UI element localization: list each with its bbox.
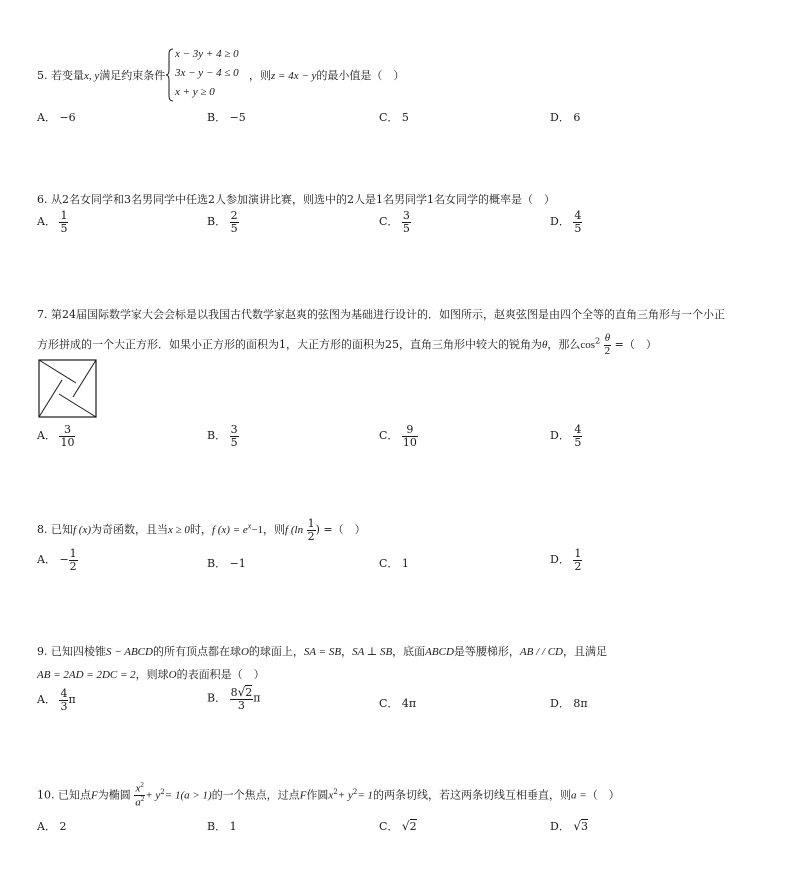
q10-option-a[interactable] — [37, 818, 66, 834]
q8-t2: 时， — [189, 523, 212, 537]
option-label: B． — [207, 820, 227, 833]
fraction — [230, 210, 239, 234]
option-value: 4π — [401, 697, 417, 710]
q9-line2a: AB = 2AD = 2DC = 2 — [37, 669, 136, 681]
fraction — [69, 548, 78, 572]
q10-t4: 的两条切线，若这两条切线互相垂直，则 — [373, 788, 571, 802]
option-label: C． — [379, 111, 399, 124]
q7-sup: 2 — [595, 336, 601, 346]
q7-stem-line1: 7. 第24届国际数学家大会会标是以我国古代数学家赵爽的弦图为基础进行设计的．如图所示，赵爽弦图是由四个全等的直角三角形与一个小正 — [37, 308, 725, 321]
q8-option-b[interactable] — [207, 555, 246, 571]
q10-circ3: = 1 — [357, 789, 373, 802]
q5-lead: 5. 若变量 — [37, 69, 84, 82]
q5-tail — [249, 67, 404, 83]
q7-line2b: ，那么 — [547, 338, 581, 352]
option-label: C． — [379, 429, 399, 443]
option-label: B． — [207, 691, 227, 705]
denominator: 3 — [237, 698, 245, 712]
q8-t3: ，则 — [263, 523, 286, 537]
q7-cos: cos — [580, 339, 596, 352]
option-value: 5 — [401, 111, 409, 124]
q9-line1d: ，底面 — [392, 645, 426, 658]
option-label: A． — [37, 429, 56, 443]
option-label: A． — [37, 820, 56, 833]
q5-option-b[interactable] — [207, 109, 246, 125]
q10-t2: 的一个焦点，过点 — [211, 788, 300, 802]
q5-constraints — [175, 45, 239, 102]
option-value: 1 — [229, 820, 237, 833]
q9-pyramid: S − ABCD — [106, 646, 153, 658]
q5-expr: z = 4x − y — [271, 70, 317, 82]
q9-stem-line2 — [37, 666, 265, 682]
q8-lead: 8. 已知 — [37, 523, 73, 537]
fraction — [402, 210, 411, 234]
fraction — [402, 424, 418, 448]
q6-option-b[interactable] — [207, 210, 239, 234]
radicand: 2 — [409, 820, 417, 833]
q5-constraint-1: x − 3y + 4 ≥ 0 — [175, 48, 239, 60]
radicand: 2 — [245, 686, 253, 699]
coefficient: 8 — [230, 686, 238, 699]
sup: 2 — [140, 795, 145, 804]
q10-eq: = 1(a > 1) — [164, 789, 212, 802]
option-label: B． — [207, 111, 227, 124]
q9-line2c: 的表面积是（ ） — [176, 668, 265, 681]
q10-ysup: 2 — [160, 788, 165, 797]
option-value: −1 — [229, 557, 246, 570]
q7-option-b[interactable] — [207, 424, 239, 448]
q7-theta: θ — [542, 339, 548, 352]
q5-tail1: ，则 — [249, 69, 271, 82]
q10-option-d[interactable] — [550, 818, 588, 834]
option-value: −6 — [59, 111, 76, 124]
numerator: 3 — [230, 423, 238, 436]
denominator: 5 — [60, 221, 68, 235]
option-label: A． — [37, 215, 56, 229]
q9-sep: ， — [341, 645, 353, 658]
denominator: 5 — [230, 435, 238, 449]
q5-stem — [37, 67, 165, 83]
option-label: B． — [207, 557, 227, 570]
zhao-shuang-diagram — [38, 359, 98, 419]
q9-eq2: SA ⊥ SB — [352, 646, 393, 658]
x: x — [135, 782, 141, 795]
q10-t3: 作圆 — [306, 788, 329, 802]
q8-def: f (x) = e — [211, 524, 248, 537]
numerator: 1 — [574, 547, 582, 560]
q10-t1: 为椭圆 — [97, 788, 131, 802]
q9-option-a[interactable] — [37, 688, 76, 712]
option-sign: − — [59, 553, 69, 567]
sqrt-sign: √ — [237, 685, 246, 699]
q9-line1f: ，且满足 — [563, 645, 607, 658]
denominator: 3 — [60, 699, 68, 713]
fraction — [573, 548, 582, 572]
option-label: C． — [379, 215, 399, 229]
q7-option-d[interactable] — [550, 424, 582, 448]
option-label: D． — [550, 553, 570, 567]
a: a — [135, 796, 141, 809]
option-label: A． — [37, 111, 56, 124]
sup: 2 — [140, 781, 144, 789]
q5-option-c[interactable] — [379, 109, 409, 125]
numerator: 1 — [307, 517, 315, 530]
q10-focus: F — [91, 789, 98, 802]
q10-stem — [37, 782, 620, 809]
option-label: C． — [379, 697, 399, 710]
q9-line1b: 的所有顶点都在球 — [152, 645, 241, 658]
q7-option-c[interactable] — [379, 424, 418, 448]
numerator: 9 — [402, 424, 418, 437]
fraction — [230, 686, 254, 711]
q9-line1a: 9. 已知四棱锥 — [37, 645, 106, 658]
q10-lead: 10. 已知点 — [37, 788, 91, 802]
q8-option-c[interactable] — [379, 555, 409, 571]
q10-circ-sup1: 2 — [333, 788, 338, 797]
option-value: −5 — [229, 111, 246, 124]
q5-option-a[interactable] — [37, 109, 76, 125]
q5-brace — [166, 48, 174, 102]
q5-tail2: 的最小值是（ ） — [316, 69, 405, 82]
q8-option-d[interactable] — [550, 548, 582, 572]
q7-line2c: =（ ） — [614, 338, 657, 352]
option-label: C． — [379, 820, 399, 833]
q9-option-d[interactable] — [550, 695, 588, 711]
q7-line2a: 方形拼成的一个大正方形．如果小正方形的面积为1，大正方形的面积为25，直角三角形中较大的锐角为 — [37, 338, 542, 352]
q8-option-a[interactable] — [37, 548, 78, 572]
numerator: 3 — [59, 424, 75, 437]
pi: π — [253, 691, 261, 705]
denominator: 5 — [230, 221, 238, 235]
option-label: B． — [207, 215, 227, 229]
q7-option-a[interactable] — [37, 424, 75, 448]
fraction — [573, 424, 582, 448]
option-label: D． — [550, 111, 570, 124]
q5-vars: x, y — [84, 70, 100, 82]
option-label: C． — [379, 557, 399, 570]
numerator: 4 — [574, 209, 582, 222]
denominator: 2 — [574, 559, 582, 573]
q9-line1c: 的球面上， — [248, 645, 304, 658]
q9-option-b[interactable] — [207, 686, 260, 711]
q10-circ-sup2: 2 — [352, 788, 358, 797]
q10-focus2: F — [299, 789, 307, 802]
denominator: 2 — [69, 559, 77, 573]
fraction — [59, 210, 68, 234]
option-value: 1 — [401, 557, 409, 570]
q9-parallel: AB / / CD — [519, 646, 563, 658]
q10-plus: + y — [145, 789, 161, 802]
q5-mid: 满足约束条件 — [99, 69, 166, 82]
denominator: 2 — [307, 529, 315, 543]
q8-call: f (ln — [285, 524, 304, 537]
option-label: D． — [550, 820, 570, 833]
denominator: 2 — [604, 344, 611, 357]
q5-constraint-2: 3x − y − 4 ≤ 0 — [175, 67, 239, 79]
numerator: 4 — [60, 687, 68, 700]
fraction — [59, 424, 75, 448]
fraction — [573, 210, 582, 234]
q9-sphere-o: O — [240, 646, 249, 658]
q8-stem — [37, 518, 366, 542]
q9-sphere-o2: O — [168, 669, 177, 681]
pi: π — [68, 693, 76, 707]
q6-option-c[interactable] — [379, 210, 411, 234]
q8-half — [307, 518, 316, 542]
numerator: 3 — [402, 209, 410, 222]
q10-circ: x — [328, 789, 334, 802]
q7-half-theta — [604, 333, 612, 357]
sqrt-sign: √ — [573, 819, 581, 833]
q8-def2: −1 — [251, 524, 264, 537]
option-label: A． — [37, 553, 56, 567]
option-value: 2 — [59, 820, 67, 833]
fraction — [230, 424, 239, 448]
q10-option-b[interactable] — [207, 818, 237, 834]
numerator: 4 — [574, 423, 582, 436]
option-value: 6 — [573, 111, 581, 124]
q9-stem-line1 — [37, 643, 607, 659]
denominator: 10 — [402, 435, 417, 449]
option-label: D． — [550, 215, 570, 229]
radicand: 3 — [580, 820, 588, 833]
q9-eq1: SA = SB — [303, 646, 342, 658]
denominator — [134, 796, 145, 809]
denominator: 5 — [574, 435, 582, 449]
numerator — [230, 686, 254, 700]
numerator: 1 — [60, 209, 68, 222]
q8-cond: x ≥ 0 — [168, 524, 190, 537]
denominator: 5 — [402, 221, 410, 235]
denominator: 10 — [60, 435, 75, 449]
q9-option-c[interactable] — [379, 695, 416, 711]
q10-option-c[interactable] — [379, 818, 417, 834]
q6-stem: 6. 从2名女同学和3名男同学中任选2人参加演讲比赛，则选中的2人是1名男同学1名女同学的概率是（ ） — [37, 193, 555, 206]
q8-defsup: x — [247, 521, 252, 531]
option-label: D． — [550, 429, 570, 443]
option-label: B． — [207, 429, 227, 443]
q10-ellipse-frac — [134, 782, 145, 809]
sqrt-sign: √ — [401, 819, 410, 833]
q5-constraint-3: x + y ≥ 0 — [175, 86, 215, 98]
q8-close: ) =（ ） — [315, 523, 366, 537]
numerator: θ — [604, 332, 611, 344]
q6-option-d[interactable] — [550, 210, 582, 234]
numerator: 2 — [230, 209, 238, 222]
q10-aeq: a = — [571, 789, 587, 802]
q6-option-a[interactable] — [37, 210, 68, 234]
q9-line2b: ，则球 — [135, 668, 169, 681]
q7-stem-line2 — [37, 333, 657, 357]
numerator — [134, 782, 145, 796]
option-label: A． — [37, 693, 56, 707]
q5-option-d[interactable] — [550, 109, 580, 125]
numerator: 1 — [69, 547, 77, 560]
option-label: D． — [550, 697, 570, 710]
q8-t1: 为奇函数，且当 — [91, 523, 169, 537]
q9-abcd: ABCD — [425, 646, 454, 658]
q9-line1e: 是等腰梯形， — [453, 645, 520, 658]
q8-fx: f (x) — [73, 524, 92, 537]
q10-t5: （ ） — [586, 788, 620, 802]
denominator: 5 — [574, 221, 582, 235]
option-value: 8π — [573, 697, 588, 710]
q10-circ2: + y — [337, 789, 353, 802]
